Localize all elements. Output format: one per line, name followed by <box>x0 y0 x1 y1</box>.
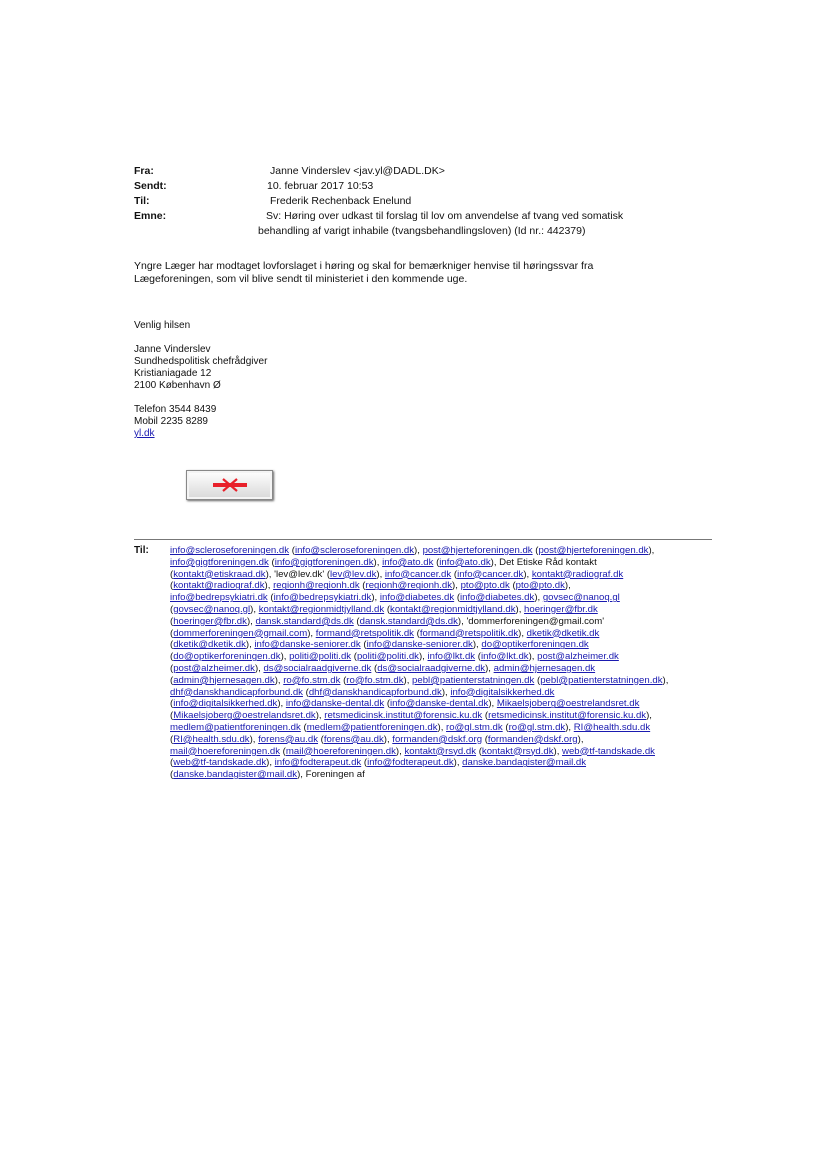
recipient-email-link[interactable]: ro@gl.stm.dk <box>508 721 566 733</box>
recipient-email-link[interactable]: hoeringer@fbr.dk <box>524 603 598 615</box>
recipient-separator-text: ), <box>245 639 255 651</box>
recipient-email-link[interactable]: info@digitalsikkerhed.dk <box>450 686 555 698</box>
recipient-email-link[interactable]: admin@hjernesagen.dk <box>173 674 275 686</box>
recipient-separator-text: ( <box>532 545 539 556</box>
subject-label: Emne: <box>134 210 167 222</box>
signature <box>134 320 434 440</box>
from-row <box>134 164 694 179</box>
recipient-email-link[interactable]: forens@au.dk <box>323 733 384 745</box>
recipient-email-link[interactable]: info@danske-dental.dk <box>285 698 385 710</box>
recipient-separator-text: ), 'lev@lev.dk' ( <box>265 568 331 580</box>
recipient-separator-text: ), <box>564 580 571 592</box>
recipient-separator-text: ( <box>475 651 481 663</box>
recipient-email-link[interactable]: web@tf-tandskade.dk <box>562 745 655 757</box>
subject-value: Sv: Høring over udkast til forslag til lov om anvendelse af tvang ved somatisk behandling af varigt inhabile (tvangsbehandlingsloven) (Id nr.: 442379) <box>258 210 624 237</box>
recipient-separator-text: ), <box>452 580 461 592</box>
recipient-separator-text: ), Foreningen af <box>297 769 365 781</box>
recipient-separator-text: ( <box>361 757 368 769</box>
recipient-separator-text: ), <box>264 580 274 592</box>
email-header <box>134 164 694 239</box>
recipient-separator-text: ), <box>662 674 669 686</box>
recipient-separator-text: ( <box>268 556 275 568</box>
recipient-email-link[interactable]: info@gigtforeningen.dk <box>170 556 269 568</box>
recipient-separator-text: ), <box>274 674 284 686</box>
recipient-email-link[interactable]: kontakt@regionmidtjylland.dk <box>258 603 385 615</box>
recipient-email-link[interactable]: forens@au.dk <box>258 733 319 745</box>
recipient-email-link[interactable]: dketik@dketik.dk <box>526 627 600 639</box>
recipient-separator-text: ( <box>360 639 367 651</box>
recipient-email-link[interactable]: info@bedrepsykiatri.dk <box>273 592 372 604</box>
recipient-separator-text: ), <box>376 568 385 580</box>
recipient-separator-text: ( <box>433 556 440 568</box>
recipient-separator-text: ( <box>502 721 509 733</box>
recipient-email-link[interactable]: pto@pto.dk <box>515 580 565 592</box>
signature-phone: Telefon 3544 8439 <box>134 404 217 415</box>
to-label: Til: <box>134 195 150 207</box>
recipient-separator-text: ), <box>383 733 393 745</box>
recipient-email-link[interactable]: pebl@patienterstatningen.dk <box>540 674 663 686</box>
recipient-separator-text: ), <box>307 627 316 639</box>
recipient-email-link[interactable]: do@optikerforeningen.dk <box>481 639 589 651</box>
to-row <box>134 194 694 209</box>
recipient-email-link[interactable]: info@danske-dental.dk <box>390 698 489 710</box>
recipient-separator-text: ( <box>170 710 174 722</box>
to-value: Frederik Rechenback Enelund <box>270 195 412 207</box>
recipient-separator-text: ( <box>170 651 174 663</box>
recipient-separator-text: ( <box>289 545 295 556</box>
recipient-separator-text: ( <box>300 721 307 733</box>
recipient-email-link[interactable]: post@alzheimer.dk <box>173 662 255 674</box>
sent-value: 10. februar 2017 10:53 <box>267 180 374 192</box>
recipient-email-link[interactable]: dketik@dketik.dk <box>173 639 246 651</box>
recipient-separator-text: ( <box>351 651 357 663</box>
recipient-email-link[interactable]: RI@health.sdu.dk <box>573 721 651 733</box>
recipient-separator-text: ), <box>518 627 527 639</box>
recipient-separator-text: ), <box>528 651 538 663</box>
recipient-email-link[interactable]: formanden@dskf.org <box>392 733 483 745</box>
recipient-separator-text: ), <box>488 698 497 710</box>
signature-street: Kristianiagade 12 <box>134 368 212 379</box>
recipient-separator-text: ), <box>418 651 428 663</box>
recipient-email-link[interactable]: RI@health.sdu.dk <box>173 733 250 745</box>
recipient-separator-text: ( <box>454 592 461 604</box>
recipient-separator-text: ), <box>371 592 380 604</box>
recipient-separator-text: ), <box>523 568 532 580</box>
recipient-email-link[interactable]: post@alzheimer.dk <box>537 651 619 663</box>
recipient-email-link[interactable]: govsec@nanoq.gl <box>542 592 620 604</box>
recipient-separator-text: ), <box>565 721 574 733</box>
recipient-email-link[interactable]: dhf@danskhandicapforbund.dk <box>308 686 442 698</box>
recipient-email-link[interactable]: info@cancer.dk <box>457 568 524 580</box>
recipient-separator-text: ), <box>441 686 451 698</box>
broken-image-placeholder <box>186 470 273 500</box>
recipient-email-link[interactable]: medlem@patientforeningen.dk <box>306 721 438 733</box>
recipient-separator-text: ( <box>359 580 366 592</box>
recipient-separator-text: ( <box>170 733 174 745</box>
from-value: Janne Vinderslev <jav.yl@DADL.DK> <box>270 165 445 177</box>
recipient-email-link[interactable]: info@ato.dk <box>382 556 434 568</box>
recipient-separator-text: ), <box>515 603 525 615</box>
recipient-separator-text: ( <box>476 745 482 757</box>
recipient-email-link[interactable]: info@lkt.dk <box>480 651 529 663</box>
recipient-separator-text: ( <box>170 674 174 686</box>
recipient-separator-text: ( <box>318 733 324 745</box>
recipient-email-link[interactable]: post@hjerteforeningen.dk <box>422 545 533 556</box>
recipient-separator-text: ), <box>266 757 275 769</box>
recipient-separator-text: ( <box>170 615 174 627</box>
recipient-email-link[interactable]: kontakt@regionmidtjylland.dk <box>390 603 516 615</box>
recipient-email-link[interactable]: kontakt@etiskraad.dk <box>173 568 266 580</box>
recipient-email-link[interactable]: mail@hoereforeningen.dk <box>170 745 281 757</box>
recipient-email-link[interactable]: hoeringer@fbr.dk <box>173 615 247 627</box>
recipient-email-link[interactable]: politi@politi.dk <box>356 651 419 663</box>
recipient-email-link[interactable]: ds@socialraadgiverne.dk <box>377 662 486 674</box>
recipient-email-link[interactable]: info@ato.dk <box>439 556 491 568</box>
recipient-separator-text: ( <box>170 639 174 651</box>
recipient-email-link[interactable]: kontakt@radiograf.dk <box>173 580 265 592</box>
recipient-separator-text: ( <box>170 769 174 781</box>
recipient-email-link[interactable]: info@lkt.dk <box>427 651 476 663</box>
recipient-email-link[interactable]: web@tf-tandskade.dk <box>173 757 267 769</box>
recipient-email-link[interactable]: info@danske-seniorer.dk <box>366 639 473 651</box>
recipient-email-link[interactable]: formand@retspolitik.dk <box>419 627 519 639</box>
recipient-email-link[interactable]: retsmedicinsk.institut@forensic.ku.dk <box>324 710 483 722</box>
recipient-email-link[interactable]: mail@hoereforeningen.dk <box>285 745 396 757</box>
recipient-separator-text: ( <box>482 733 488 745</box>
recipient-email-link[interactable]: danske.bandagister@mail.dk <box>173 769 298 781</box>
recipient-email-link[interactable]: formand@retspolitik.dk <box>315 627 414 639</box>
recipient-separator-text: ( <box>509 580 516 592</box>
recipient-email-link[interactable]: dansk.standard@ds.dk <box>359 615 458 627</box>
recipient-email-link[interactable]: regionh@regionh.dk <box>273 580 360 592</box>
recipient-email-link[interactable]: ro@fo.stm.dk <box>346 674 404 686</box>
recipient-separator-text: ), <box>403 674 413 686</box>
recipient-email-link[interactable]: Mikaelsjoberg@oestrelandsret.dk <box>173 710 316 722</box>
recipient-email-link[interactable]: admin@hjernesagen.dk <box>493 662 596 674</box>
recipient-separator-text: ( <box>170 580 174 592</box>
recipient-separator-text: ), <box>577 733 584 745</box>
recipient-separator-text: ( <box>534 674 541 686</box>
sent-row <box>134 179 694 194</box>
recipient-email-link[interactable]: kontakt@radiograf.dk <box>531 568 624 580</box>
message-body: Yngre Læger har modtaget lovforslaget i høring og skal for bemærkniger henvise til høringssvar fra Lægeforeningen, som vil blive sendt til ministeriet i den kommende uge. <box>134 260 594 285</box>
subject-row <box>134 209 694 239</box>
recipient-separator-text: ( <box>353 615 360 627</box>
recipient-separator-text: ), <box>250 603 259 615</box>
recipient-separator-text: ), <box>485 662 494 674</box>
recipient-separator-text: ( <box>384 603 391 615</box>
recipient-email-link[interactable]: dhf@danskhandicapforbund.dk <box>170 686 303 698</box>
recipient-separator-text: ( <box>371 662 378 674</box>
broken-image-icon <box>213 478 247 492</box>
recipient-email-link[interactable]: post@hjerteforeningen.dk <box>538 545 649 556</box>
recipient-email-link[interactable]: info@fodterapeut.dk <box>367 757 454 769</box>
recipient-separator-text: ), <box>254 662 264 674</box>
recipient-email-link[interactable]: ds@socialraadgiverne.dk <box>263 662 372 674</box>
recipient-email-link[interactable]: ro@gl.stm.dk <box>446 721 503 733</box>
recipient-separator-text: ( <box>482 710 489 722</box>
signature-closing: Venlig hilsen <box>134 320 191 331</box>
recipient-email-link[interactable]: info@scleroseforeningen.dk <box>170 545 290 556</box>
recipient-separator-text: ), <box>453 757 463 769</box>
recipient-separator-text: ( <box>302 686 309 698</box>
recipient-email-link[interactable]: info@cancer.dk <box>384 568 452 580</box>
recipient-separator-text: ( <box>170 757 174 769</box>
recipient-email-link[interactable]: Mikaelsjoberg@oestrelandsret.dk <box>496 698 640 710</box>
recipient-separator-text: ( <box>384 698 391 710</box>
recipient-email-link[interactable]: do@optikerforeningen.dk <box>173 651 281 663</box>
recipient-separator-text: ), <box>472 639 482 651</box>
recipient-email-link[interactable]: medlem@patientforeningen.dk <box>170 721 301 733</box>
header-divider <box>134 539 712 540</box>
recipient-email-link[interactable]: govsec@nanoq.gl <box>173 603 251 615</box>
recipient-email-link[interactable]: dommerforeningen@gmail.com <box>173 627 308 639</box>
recipient-email-link[interactable]: formanden@dskf.org <box>487 733 578 745</box>
recipient-separator-text: ), <box>553 745 563 757</box>
recipient-separator-text: ( <box>451 568 458 580</box>
recipient-email-link[interactable]: dansk.standard@ds.dk <box>255 615 354 627</box>
signature-city: 2100 København Ø <box>134 380 221 391</box>
recipient-email-link[interactable]: politi@politi.dk <box>289 651 352 663</box>
recipient-separator-text: ( <box>170 662 174 674</box>
recipient-separator-text: ), Det Etiske Råd kontakt ( <box>170 556 597 580</box>
recipient-separator-text: ), <box>414 545 423 556</box>
recipient-separator-text: ), <box>373 556 383 568</box>
recipient-separator-text: ( <box>170 603 174 615</box>
recipient-email-link[interactable]: retsmedicinsk.institut@forensic.ku.dk <box>488 710 647 722</box>
recipient-separator-text: ( <box>280 745 286 757</box>
recipient-separator-text: ), <box>534 592 543 604</box>
signature-website-link[interactable]: yl.dk <box>134 428 155 439</box>
recipient-separator-text: ), <box>280 651 290 663</box>
signature-title: Sundhedspolitisk chefrådgiver <box>134 356 268 367</box>
recipient-separator-text: ), <box>249 733 259 745</box>
recipient-email-link[interactable]: info@digitalsikkerhed.dk <box>173 698 278 710</box>
recipient-email-link[interactable]: lev@lev.dk <box>330 568 377 580</box>
recipient-email-link[interactable]: info@scleroseforeningen.dk <box>294 545 415 556</box>
recipient-separator-text: ( <box>267 592 274 604</box>
recipient-email-link[interactable]: pebl@patienterstatningen.dk <box>412 674 535 686</box>
recipient-separator-text: ), <box>277 698 286 710</box>
recipient-separator-text: ( <box>340 674 347 686</box>
recipient-separator-text: ), <box>315 710 325 722</box>
recipient-separator-text: ( <box>413 627 420 639</box>
from-label: Fra: <box>134 165 154 177</box>
recipient-separator-text: ), <box>646 710 652 722</box>
recipient-email-link[interactable]: info@fodterapeut.dk <box>274 757 362 769</box>
recipient-separator-text: ), <box>648 545 655 556</box>
recipients-list <box>170 545 670 781</box>
recipient-separator-text: ), <box>246 615 256 627</box>
recipient-separator-text: ( <box>170 698 174 710</box>
recipient-email-link[interactable]: info@diabetes.dk <box>379 592 455 604</box>
recipient-separator-text: ), <box>395 745 405 757</box>
recipient-email-link[interactable]: kontakt@rsyd.dk <box>404 745 477 757</box>
recipients-label: Til: <box>134 545 149 556</box>
recipient-email-link[interactable]: info@gigtforeningen.dk <box>274 556 374 568</box>
recipient-email-link[interactable]: info@diabetes.dk <box>460 592 535 604</box>
recipient-email-link[interactable]: info@bedrepsykiatri.dk <box>170 592 268 604</box>
recipient-separator-text: ), <box>437 721 447 733</box>
recipient-email-link[interactable]: danske.bandagister@mail.dk <box>462 757 587 769</box>
recipient-email-link[interactable]: ro@fo.stm.dk <box>283 674 341 686</box>
recipient-email-link[interactable]: info@danske-seniorer.dk <box>254 639 361 651</box>
recipient-separator-text: ), 'dommerforeningen@gmail.com' ( <box>170 615 605 639</box>
signature-mobile: Mobil 2235 8289 <box>134 416 208 427</box>
sent-label: Sendt: <box>134 180 167 192</box>
recipient-email-link[interactable]: kontakt@rsyd.dk <box>481 745 554 757</box>
signature-name: Janne Vinderslev <box>134 344 211 355</box>
recipient-email-link[interactable]: pto@pto.dk <box>460 580 510 592</box>
recipient-email-link[interactable]: regionh@regionh.dk <box>365 580 453 592</box>
